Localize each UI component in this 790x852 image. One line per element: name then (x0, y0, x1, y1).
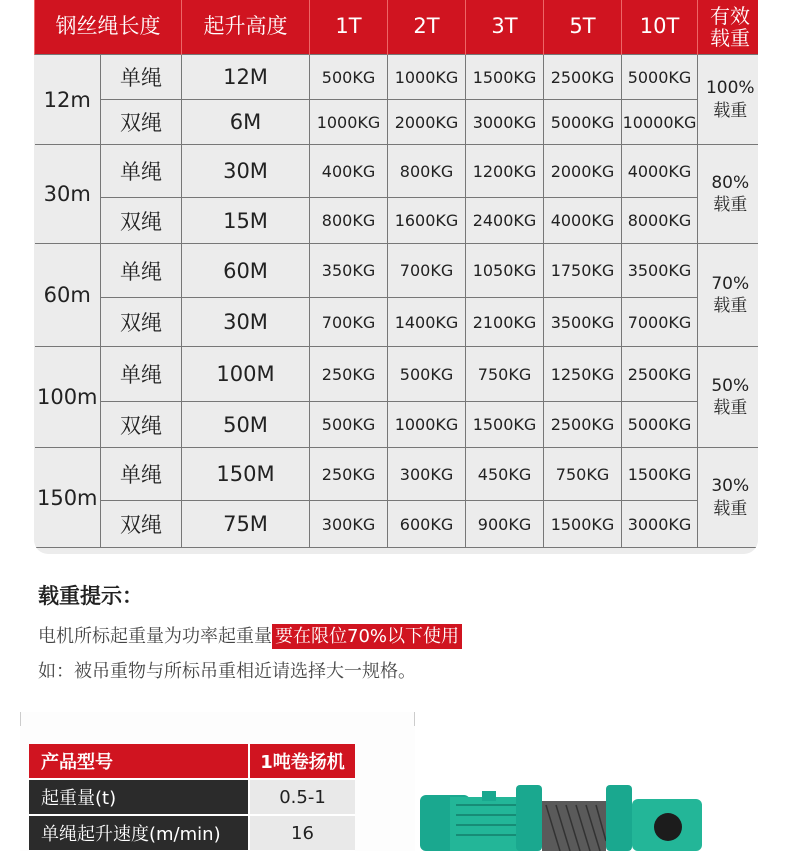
lift-height-cell: 50M (182, 402, 310, 448)
product-spec-row (29, 779, 355, 815)
load-cell: 500KG (310, 55, 388, 100)
load-cell: 3000KG (622, 501, 698, 548)
load-cell: 250KG (310, 448, 388, 501)
product-spec-table (29, 744, 355, 852)
rope-length-cell: 150m (35, 448, 101, 548)
load-cell: 350KG (310, 244, 388, 298)
spec-row (35, 347, 759, 402)
winch-gearbox-cap (654, 813, 682, 841)
winch-right-flange (606, 785, 632, 851)
product-spec-row (29, 815, 355, 851)
header-5t: 5T (544, 0, 622, 55)
load-cell: 5000KG (622, 402, 698, 448)
load-cell: 2500KG (544, 402, 622, 448)
rope-length-cell: 30m (35, 145, 101, 244)
header-effective-load: 有效 载重 (698, 0, 759, 55)
lift-height-cell: 12M (182, 55, 310, 100)
load-cell: 800KG (388, 145, 466, 198)
load-cell: 700KG (310, 298, 388, 347)
rope-type-cell: 单绳 (101, 145, 182, 198)
load-cell: 600KG (388, 501, 466, 548)
load-tip-highlight: 要在限位70%以下使用 (272, 624, 462, 649)
header-10t: 10T (622, 0, 698, 55)
effective-load-cell: 80% 载重 (698, 145, 759, 244)
load-cell: 300KG (310, 501, 388, 548)
spec-row (35, 100, 759, 145)
lift-height-cell: 6M (182, 100, 310, 145)
load-cell: 1500KG (466, 55, 544, 100)
load-cell: 1000KG (388, 55, 466, 100)
spec-row (35, 501, 759, 548)
load-cell: 250KG (310, 347, 388, 402)
rope-type-cell: 双绳 (101, 402, 182, 448)
load-cell: 3500KG (622, 244, 698, 298)
spec-table-body (35, 55, 759, 548)
rope-type-cell: 双绳 (101, 100, 182, 145)
product-spec-value: 1吨卷扬机 (249, 744, 355, 779)
load-cell: 400KG (310, 145, 388, 198)
lift-height-cell: 100M (182, 347, 310, 402)
header-2t: 2T (388, 0, 466, 55)
rope-type-cell: 双绳 (101, 501, 182, 548)
load-cell: 1050KG (466, 244, 544, 298)
rope-length-cell: 100m (35, 347, 101, 448)
load-spec-table (34, 0, 758, 548)
spec-row (35, 198, 759, 244)
spec-header-row (35, 0, 759, 55)
load-cell: 2400KG (466, 198, 544, 244)
load-cell: 2100KG (466, 298, 544, 347)
lift-height-cell: 60M (182, 244, 310, 298)
rope-type-cell: 双绳 (101, 198, 182, 244)
load-tip-line-1 (38, 622, 462, 648)
product-spec-label: 单绳起升速度(m/min) (29, 815, 249, 851)
load-cell: 8000KG (622, 198, 698, 244)
rope-length-cell: 12m (35, 55, 101, 145)
load-cell: 500KG (310, 402, 388, 448)
lift-height-cell: 75M (182, 501, 310, 548)
load-cell: 3000KG (466, 100, 544, 145)
rope-type-cell: 单绳 (101, 347, 182, 402)
header-lift-height: 起升高度 (182, 0, 310, 55)
header-1t: 1T (310, 0, 388, 55)
load-cell: 3500KG (544, 298, 622, 347)
rope-type-cell: 单绳 (101, 55, 182, 100)
load-cell: 2500KG (544, 55, 622, 100)
product-spec-value: 0.5-1 (249, 779, 355, 815)
spec-row (35, 448, 759, 501)
load-cell: 700KG (388, 244, 466, 298)
winch-left-flange (516, 785, 542, 851)
load-cell: 800KG (310, 198, 388, 244)
load-cell: 1000KG (310, 100, 388, 145)
panel-divider (20, 712, 21, 726)
load-cell: 1500KG (544, 501, 622, 548)
load-cell: 5000KG (544, 100, 622, 145)
load-cell: 450KG (466, 448, 544, 501)
load-tip-text: 电机所标起重量为功率起重量 (38, 626, 272, 647)
header-3t: 3T (466, 0, 544, 55)
load-cell: 1750KG (544, 244, 622, 298)
panel-divider (414, 712, 415, 726)
rope-type-cell: 单绳 (101, 448, 182, 501)
product-spec-value: 16 (249, 815, 355, 851)
spec-row (35, 298, 759, 347)
load-cell: 900KG (466, 501, 544, 548)
winch-product-image (420, 775, 720, 851)
header-rope-length: 钢丝绳长度 (35, 0, 182, 55)
spec-row (35, 55, 759, 100)
product-spec-body (29, 744, 355, 851)
load-cell: 1600KG (388, 198, 466, 244)
load-cell: 500KG (388, 347, 466, 402)
spec-row (35, 145, 759, 198)
load-cell: 750KG (466, 347, 544, 402)
effective-load-cell: 30% 载重 (698, 448, 759, 548)
load-cell: 1000KG (388, 402, 466, 448)
load-cell: 5000KG (622, 55, 698, 100)
load-cell: 4000KG (544, 198, 622, 244)
effective-load-cell: 70% 载重 (698, 244, 759, 347)
load-cell: 7000KG (622, 298, 698, 347)
lift-height-cell: 150M (182, 448, 310, 501)
winch-lifting-eye (482, 791, 496, 801)
load-cell: 1500KG (622, 448, 698, 501)
lift-height-cell: 15M (182, 198, 310, 244)
load-tip-title: 载重提示： (38, 584, 143, 608)
load-cell: 1500KG (466, 402, 544, 448)
load-spec-table-panel (34, 0, 758, 554)
load-cell: 1200KG (466, 145, 544, 198)
load-cell: 4000KG (622, 145, 698, 198)
lift-height-cell: 30M (182, 145, 310, 198)
product-spec-label: 产品型号 (29, 744, 249, 779)
load-cell: 1400KG (388, 298, 466, 347)
spec-row (35, 244, 759, 298)
load-cell: 1250KG (544, 347, 622, 402)
load-tip-line-2: 如：被吊重物与所标吊重相近请选择大一规格。 (38, 661, 416, 682)
rope-type-cell: 单绳 (101, 244, 182, 298)
spec-row (35, 402, 759, 448)
load-cell: 2000KG (388, 100, 466, 145)
rope-length-cell: 60m (35, 244, 101, 347)
effective-load-cell: 100% 载重 (698, 55, 759, 145)
lift-height-cell: 30M (182, 298, 310, 347)
load-cell: 750KG (544, 448, 622, 501)
load-cell: 300KG (388, 448, 466, 501)
product-spec-label: 起重量(t) (29, 779, 249, 815)
load-cell: 2500KG (622, 347, 698, 402)
product-spec-row (29, 744, 355, 779)
effective-load-cell: 50% 载重 (698, 347, 759, 448)
rope-type-cell: 双绳 (101, 298, 182, 347)
load-cell: 2000KG (544, 145, 622, 198)
load-cell: 10000KG (622, 100, 698, 145)
